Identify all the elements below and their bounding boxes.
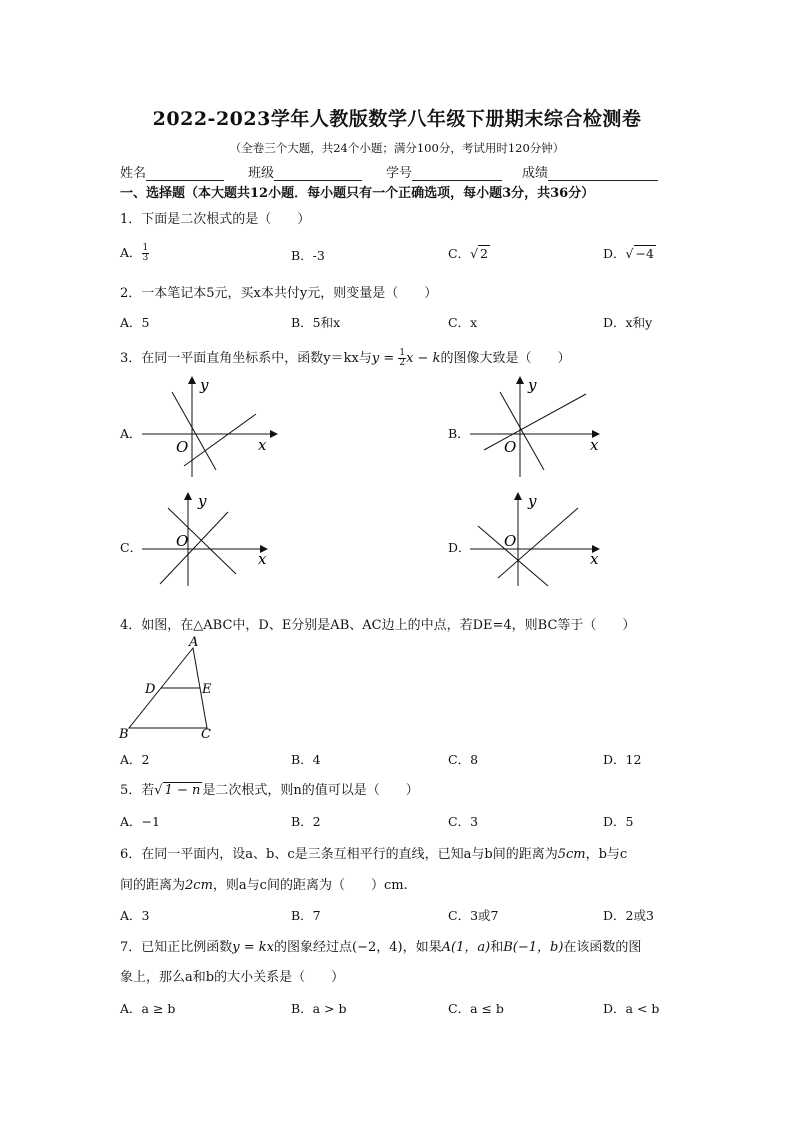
q3-graph-d [468,488,608,588]
q6-line1-post: ，b与c [585,847,628,862]
q1-a-den: 3 [142,253,149,263]
exam-subtitle: （全卷三个大题，共24个小题；满分100分，考试用时120分钟） [229,141,565,155]
graph-d-y-arrow [514,492,522,500]
q6-line-1 [120,843,627,862]
q3-graph-a [140,372,280,482]
name-label: 姓名 [120,166,147,181]
score-label: 成绩 [522,166,549,181]
q6-dist-2: 2cm [185,878,213,893]
q7-point-a: A(1，a) [441,940,491,955]
q5-option-b[interactable]: B．2 [291,814,321,829]
graph-c-x-label: x [258,550,267,568]
label-a: A [189,635,199,650]
q6-dist-1: 5cm [557,847,586,862]
q1-d-radicand: −4 [635,246,654,261]
graph-b-line-2 [484,394,586,450]
q5-radicand: 1 − n [164,783,201,798]
number-field[interactable] [386,162,502,181]
q3-stem-y: y [371,351,380,366]
graph-d-y-label: y [528,492,537,510]
q7-point-b: B(−1，b) [503,940,564,955]
graph-c-y-label: y [198,492,207,510]
q3-stem-rest: x − k [406,351,441,366]
q3-stem-post: 的图像大致是（ ） [440,351,571,366]
q1-a-label: A． [120,245,142,260]
q7-option-c[interactable]: C．a ≤ b [448,1001,504,1016]
q3-option-d[interactable]: D． [448,540,471,555]
q7-line1-pre: 7．已知正比例函数 [120,940,233,955]
q7-line1-post: 在该函数的图 [563,940,642,955]
name-field[interactable] [120,162,224,181]
graph-a-x-arrow [270,430,278,438]
q1-option-d[interactable] [603,244,656,262]
label-e: E [202,682,212,697]
q5-option-a[interactable]: A．−1 [120,814,160,829]
graph-b-line-1 [500,392,544,470]
graph-b-y-label: y [528,376,537,394]
score-underline[interactable] [548,166,658,181]
q7-option-b[interactable]: B．a > b [291,1001,347,1016]
q4-option-a[interactable]: A．2 [120,752,150,767]
graph-a-origin: O [176,438,189,456]
q3-frac-num: 1 [399,348,406,358]
q7-line1-mid: 的图象经过点 [274,940,353,955]
q7-line1-mid2: ，如果 [402,940,442,955]
q6-line1-pre: 6．在同一平面内，设a、b、c是三条互相平行的直线，已知a与b间的距离为 [120,847,558,862]
graph-a-line-2 [184,414,256,466]
class-field[interactable] [248,162,362,181]
q5-sqrt: √ 1 − n [154,783,201,798]
label-c: C [201,727,211,742]
q7-point: (−2，4) [352,940,403,955]
graph-a-y-label: y [200,376,209,394]
q5-option-c[interactable]: C．3 [448,814,479,829]
q3-option-c[interactable]: C． [120,540,143,555]
q3-graph-b [468,372,608,482]
q4-option-b[interactable]: B．4 [291,752,321,767]
q1-c-radicand: 2 [480,246,488,261]
page-title: 2022-2023学年人教版数学八年级下册期末综合检测卷 [152,108,642,130]
graph-d-origin: O [504,532,517,550]
graph-a-x-label: x [258,436,267,454]
q6-line2-pre: 间的距离为 [120,878,186,893]
q4-option-c[interactable]: C．8 [448,752,479,767]
q2-option-b[interactable]: B．5和x [291,315,341,330]
section-heading: 一、选择题（本大题共12小题．每小题只有一个正确选项，每小题3分，共36分） [120,186,595,201]
number-label: 学号 [386,166,413,181]
q4-stem: 4．如图，在△ABC中，D、E分别是AB、AC边上的中点，若DE=4，则BC等于（ ） [120,618,636,633]
name-underline[interactable] [146,166,224,181]
q3-graph-c [140,488,280,588]
graph-c-origin: O [176,532,189,550]
q5-stem [120,779,419,798]
q5-stem-pre: 5．若 [120,783,155,798]
q3-fraction [398,349,406,368]
q3-frac-den: 2 [399,358,406,368]
q1-c-label: C． [448,246,471,261]
graph-b-origin: O [504,438,517,456]
q1-option-c[interactable] [448,244,490,262]
q4-option-d[interactable]: D．12 [603,752,642,767]
q6-option-b[interactable]: B．7 [291,908,321,923]
q3-stem-eq: = [379,351,399,366]
q1-option-a[interactable] [120,243,149,263]
q1-option-b[interactable]: B．-3 [291,248,325,263]
q6-line-2 [120,874,408,893]
q3-stem-pre: 3．在同一平面直角坐标系中，函数y＝kx与 [120,351,372,366]
q6-line2-post: ，则a与c间的距离为（ ）cm. [212,878,408,893]
graph-b-y-arrow [516,376,524,384]
label-b: B [119,727,129,742]
q7-line-1 [120,936,641,955]
label-d: D [145,682,156,697]
q5-option-d[interactable]: D．5 [603,814,634,829]
number-underline[interactable] [412,166,502,181]
graph-c-line-2 [160,512,228,584]
graph-b-x-label: x [590,436,599,454]
class-label: 班级 [248,166,275,181]
q7-option-d[interactable]: D．a < b [603,1001,660,1016]
q4-triangle-figure [115,634,225,744]
q7-option-a[interactable]: A．a ≥ b [120,1001,176,1016]
graph-c-y-arrow [184,492,192,500]
q3-option-b[interactable]: B． [448,426,470,441]
q3-stem [120,347,570,368]
q1-stem: 1．下面是二次根式的是（ ） [120,212,311,227]
q6-option-c[interactable]: C．3或7 [448,908,499,923]
q2-stem: 2．一本笔记本5元，买x本共付y元，则变量是（ ） [120,286,438,301]
q2-option-d[interactable]: D．x和y [603,315,653,330]
q1-d-sqrt: √ −4 [625,246,654,261]
q7-func: y = kx [232,940,274,955]
q3-option-a[interactable]: A． [120,426,142,441]
q7-and: 和 [490,940,504,955]
q6-option-a[interactable]: A．3 [120,908,150,923]
q7-line-2: 象上，那么a和b的大小关系是（ ） [120,970,345,985]
class-underline[interactable] [274,166,362,181]
q1-a-fraction [142,244,150,263]
graph-a-y-arrow [188,376,196,384]
q1-a-num: 1 [142,243,149,253]
q1-c-sqrt: √ 2 [470,246,488,261]
q6-option-d[interactable]: D．2或3 [603,908,654,923]
graph-d-x-label: x [590,550,599,568]
score-field[interactable] [522,162,658,181]
q5-stem-post: 是二次根式，则n的值可以是（ ） [202,783,419,798]
q2-option-c[interactable]: C．x [448,315,478,330]
q2-option-a[interactable]: A．5 [120,315,150,330]
q1-d-label: D． [603,246,626,261]
